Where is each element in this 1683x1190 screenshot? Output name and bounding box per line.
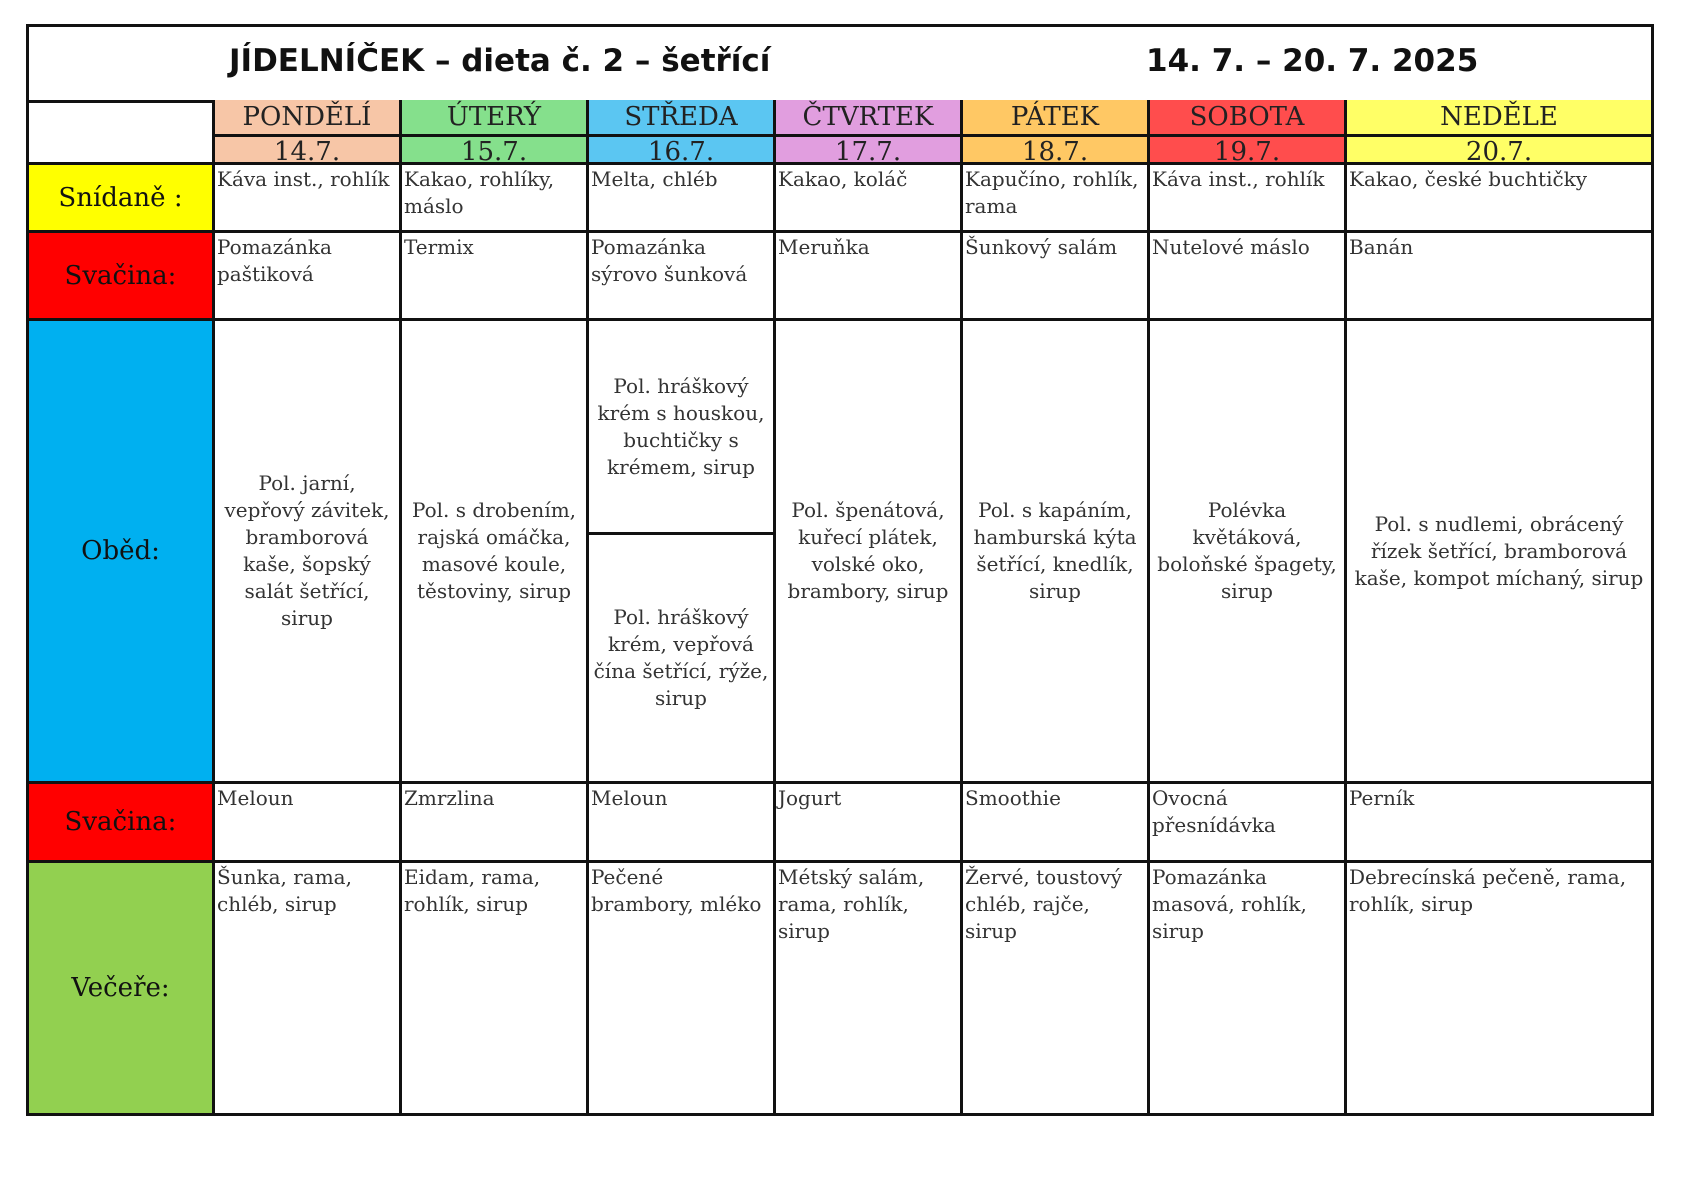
meal-text: Nutelové máslo [1152,235,1310,259]
morning-snack-cell-2 [402,233,589,321]
day-date: 20.7. [1347,134,1651,165]
corner-cell [29,100,215,165]
meal-label-dinner: Večeře: [29,863,215,1113]
meal-text: Métský salám, rama, rohlík, sirup [778,865,925,943]
meal-text: Pomazánka masová, rohlík, sirup [1152,865,1307,943]
dinner-cell-2 [402,863,589,1113]
meal-text: Káva inst., rohlík [217,167,390,191]
meal-text: Káva inst., rohlík [1152,167,1325,191]
day-date: 17.7. [776,134,960,165]
date-range: 14. 7. – 20. 7. 2025 [1146,43,1479,79]
meal-text: Kakao, rohlíky, máslo [404,167,555,218]
lunch-cell-3 [589,321,776,535]
day-name: PÁTEK [963,100,1147,134]
meal-text: Ovocná přesnídávka [1152,786,1276,837]
morning-snack-cell-3 [589,233,776,321]
afternoon-snack-cell-1 [215,784,402,863]
meal-text: Kapučíno, rohlík, rama [965,167,1139,218]
day-name: SOBOTA [1150,100,1344,134]
lunch-cell-2 [402,321,589,784]
meal-text: Melta, chléb [591,167,718,191]
meal-text: Pol. jarní, vepřový závitek, bramborová kaše, šopský salát šetřící, sirup [224,471,390,630]
meal-text: Banán [1349,235,1414,259]
morning-snack-cell-5 [963,233,1150,321]
meal-text: Pol. s kapáním, hamburská kýta šetřící, knedlík, sirup [973,498,1137,603]
day-date: 18.7. [963,134,1147,165]
meal-text: Perník [1349,786,1415,810]
day-date: 16.7. [589,134,773,165]
day-name: NEDĚLE [1347,100,1651,134]
menu-sheet [26,24,1654,1116]
dinner-cell-5 [963,863,1150,1113]
afternoon-snack-cell-3 [589,784,776,863]
meal-text: Pečené brambory, mléko [591,865,762,916]
breakfast-cell-5 [963,165,1150,233]
meal-text: Pol. hráškový krém s houskou, buchtičky s krémem, sirup [597,373,765,479]
meal-text: Meloun [217,786,294,810]
day-name: PONDĚLÍ [215,100,399,134]
meal-label-lunch: Oběd: [29,321,215,784]
meal-label-breakfast: Snídaně : [29,165,215,233]
lunch-cell-3-alt [589,535,776,784]
afternoon-snack-cell-5 [963,784,1150,863]
day-date: 14.7. [215,134,399,165]
lunch-cell-5 [963,321,1150,784]
lunch-cell-1 [215,321,402,784]
lunch-cell-4 [776,321,963,784]
meal-text: Meloun [591,786,668,810]
day-header-6 [1150,100,1347,165]
day-date: 19.7. [1150,134,1344,165]
breakfast-cell-6 [1150,165,1347,233]
afternoon-snack-cell-4 [776,784,963,863]
breakfast-cell-1 [215,165,402,233]
day-date: 15.7. [402,134,586,165]
meal-text: Pol. hráškový krém, vepřová čína šetřící, rýže, sirup [593,605,769,710]
morning-snack-cell-6 [1150,233,1347,321]
lunch-cell-7 [1347,321,1651,784]
meal-text: Pomazánka paštiková [217,235,332,286]
dinner-cell-6 [1150,863,1347,1113]
day-name: ČTVRTEK [776,100,960,134]
day-header-5 [963,100,1150,165]
day-name: ÚTERÝ [402,100,586,134]
meal-text: Eidam, rama, rohlík, sirup [404,865,541,916]
meal-label-morning-snack: Svačina: [29,233,215,321]
dinner-cell-7 [1347,863,1651,1113]
day-header-7 [1347,100,1651,165]
meal-text: Šunka, rama, chléb, sirup [217,865,352,916]
afternoon-snack-cell-7 [1347,784,1651,863]
meal-text: Kakao, koláč [778,167,908,191]
meal-text: Meruňka [778,235,870,259]
meal-label-afternoon-snack: Svačina: [29,784,215,863]
dinner-cell-3 [589,863,776,1113]
menu-title: JÍDELNÍČEK – dieta č. 2 – šetřící [229,43,771,79]
breakfast-cell-4 [776,165,963,233]
lunch-cell-6 [1150,321,1347,784]
breakfast-cell-2 [402,165,589,233]
day-name: STŘEDA [589,100,773,134]
meal-text: Pol. s nudlemi, obrácený řízek šetřící, bramborová kaše, kompot míchaný, sirup [1354,511,1644,590]
breakfast-cell-3 [589,165,776,233]
meal-text: Žervé, toustový chléb, rajče, sirup [965,865,1123,943]
meal-text: Pol. s drobením, rajská omáčka, masové koule, těstoviny, sirup [411,498,577,603]
afternoon-snack-cell-2 [402,784,589,863]
meal-text: Debrecínská pečeně, rama, rohlík, sirup [1349,865,1627,916]
meal-text: Pomazánka sýrovo šunková [591,235,748,286]
day-header-2 [402,100,589,165]
meal-text: Termix [404,235,474,259]
day-header-4 [776,100,963,165]
day-header-1 [215,100,402,165]
meal-text: Kakao, české buchtičky [1349,167,1588,191]
morning-snack-cell-1 [215,233,402,321]
dinner-cell-1 [215,863,402,1113]
morning-snack-cell-7 [1347,233,1651,321]
meal-text: Zmrzlina [404,786,495,810]
meal-text: Smoothie [965,786,1061,810]
meal-text: Šunkový salám [965,235,1118,259]
day-header-3 [589,100,776,165]
meal-text: Jogurt [778,786,842,810]
title-bar [29,27,1651,103]
meal-text: Polévka květáková, boloňské špagety, sirup [1157,498,1337,603]
breakfast-cell-7 [1347,165,1651,233]
morning-snack-cell-4 [776,233,963,321]
afternoon-snack-cell-6 [1150,784,1347,863]
dinner-cell-4 [776,863,963,1113]
meal-text: Pol. špenátová, kuřecí plátek, volské oko, brambory, sirup [787,498,949,603]
